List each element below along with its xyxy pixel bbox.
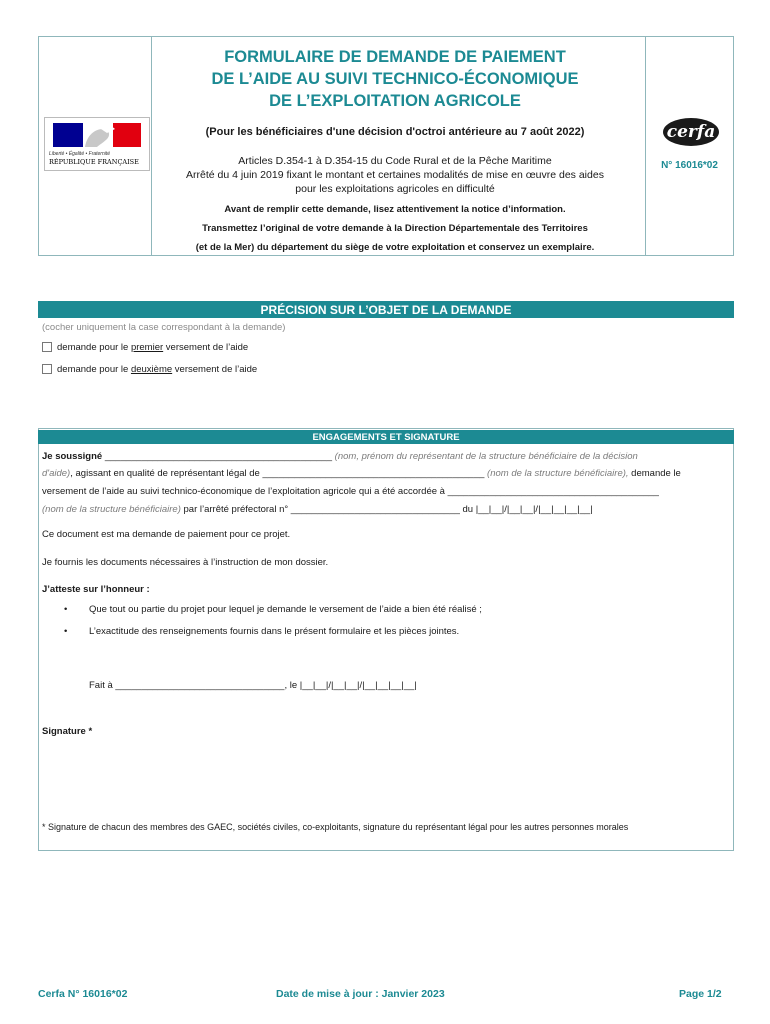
soussigne-line[interactable] bbox=[42, 451, 638, 462]
nom-hint: (nom, prénom du représentant de la structure bénéficiaire de la décision bbox=[334, 451, 638, 462]
articles-line-1: Articles D.354-1 à D.354-15 du Code Rural et de la Pêche Maritime bbox=[238, 155, 552, 167]
fait-a-line[interactable]: Fait à ________________________________, le |__|__|/|__|__|/|__|__|__|__| bbox=[89, 680, 417, 691]
structure-hint-2: (nom de la structure bénéficiaire) bbox=[42, 504, 181, 515]
articles-block bbox=[160, 154, 630, 196]
document-statement: Ce document est ma demande de paiement pour ce projet. bbox=[42, 529, 291, 540]
option-deuxieme-post: versement de l’aide bbox=[172, 364, 258, 375]
cerfa-logo: cerfa bbox=[663, 118, 719, 146]
precision-hint: (cocher uniquement la case correspondant à la demande) bbox=[42, 322, 286, 333]
page-title bbox=[160, 46, 630, 112]
articles-line-2: Arrêté du 4 juin 2019 fixant le montant et certaines modalités de mise en œuvre des aides bbox=[186, 169, 604, 181]
representant-line[interactable] bbox=[42, 468, 681, 479]
bullet-2-text: L’exactitude des renseignements fournis dans le présent formulaire et les pièces jointes. bbox=[89, 626, 460, 637]
soussigne-blank[interactable]: ___________________________________________ bbox=[102, 451, 335, 462]
title-line-1: FORMULAIRE DE DEMANDE DE PAIEMENT bbox=[224, 48, 566, 66]
articles-line-3: pour les exploitations agricoles en difficulté bbox=[295, 183, 495, 195]
instruction-3: (et de la Mer) du département du siège de votre exploitation et conservez un exemplaire. bbox=[195, 242, 595, 253]
footer-date: Date de mise à jour : Janvier 2023 bbox=[276, 988, 445, 1000]
fournis-statement: Je fournis les documents nécessaires à l’instruction de mon dossier. bbox=[42, 557, 329, 568]
footer-cerfa: Cerfa N° 16016*02 bbox=[38, 988, 128, 1000]
soussigne-label: Je soussigné bbox=[42, 451, 103, 462]
bullet-dot: • bbox=[64, 604, 68, 615]
arrete-text[interactable]: par l’arrêté préfectoral n° ________________________________ du |__|__|/|__|__|/|__|__|__|__| bbox=[180, 504, 593, 515]
option-deuxieme[interactable] bbox=[42, 364, 257, 375]
checkbox-premier[interactable] bbox=[42, 342, 52, 352]
atteste-label: J’atteste sur l’honneur : bbox=[42, 584, 150, 595]
bullet-1-text: Que tout ou partie du projet pour lequel je demande le versement de l’aide a bien été réalisé ; bbox=[89, 604, 482, 615]
option-premier-underlined: premier bbox=[130, 342, 164, 353]
bullet-dot: • bbox=[64, 626, 68, 637]
signature-footnote: * Signature de chacun des membres des GAEC, sociétés civiles, co-exploitants, signature du représentant légal pour les autres personnes morales bbox=[42, 822, 629, 832]
bullet-2 bbox=[64, 626, 459, 637]
checkbox-deuxieme[interactable] bbox=[42, 364, 52, 374]
representant-text: , agissant en qualité de représentant légal de bbox=[70, 468, 263, 479]
instruction-1: Avant de remplir cette demande, lisez attentivement la notice d’information. bbox=[224, 204, 566, 215]
engagements-title: ENGAGEMENTS ET SIGNATURE bbox=[38, 430, 734, 444]
subtitle: (Pour les bénéficiaires d'une décision d'octroi antérieure au 7 août 2022) bbox=[205, 126, 585, 138]
signature-label: Signature * bbox=[42, 726, 93, 737]
header-divider-right bbox=[645, 37, 646, 255]
aide-hint: d'aide) bbox=[42, 468, 71, 479]
option-premier-post: versement de l’aide bbox=[163, 342, 249, 353]
header-divider-left bbox=[151, 37, 152, 255]
instruction-2: Transmettez l’original de votre demande à la Direction Départementale des Territoires bbox=[202, 223, 588, 234]
logo-name: RÉPUBLIQUE FRANÇAISE bbox=[49, 158, 139, 166]
title-line-3: DE L’EXPLOITATION AGRICOLE bbox=[269, 92, 521, 110]
cerfa-number: N° 16016*02 bbox=[661, 160, 718, 171]
arrete-line[interactable] bbox=[42, 504, 593, 515]
demande-le-text: demande le bbox=[628, 468, 681, 479]
logo-motto: Liberté • Égalité • Fraternité bbox=[49, 151, 111, 157]
structure-hint: (nom de la structure bénéficiaire), bbox=[487, 468, 629, 479]
versement-line[interactable]: versement de l’aide au suivi technico-économique de l’exploitation agricole qui a été accordée à ________________________________________ bbox=[42, 486, 659, 497]
bullet-1 bbox=[64, 604, 482, 615]
marianne-icon bbox=[45, 121, 149, 151]
precision-title: PRÉCISION SUR L’OBJET DE LA DEMANDE bbox=[38, 301, 734, 318]
republique-francaise-logo bbox=[44, 117, 150, 171]
option-premier-pre: demande pour le bbox=[57, 342, 131, 353]
option-deuxieme-underlined: deuxième bbox=[130, 364, 173, 375]
footer-page: Page 1/2 bbox=[679, 988, 722, 1000]
title-line-2: DE L’AIDE AU SUIVI TECHNICO-ÉCONOMIQUE bbox=[211, 70, 579, 88]
option-premier[interactable] bbox=[42, 342, 248, 353]
option-deuxieme-pre: demande pour le bbox=[57, 364, 131, 375]
structure-blank[interactable]: __________________________________________ bbox=[262, 468, 488, 479]
signature-area[interactable] bbox=[42, 742, 722, 814]
